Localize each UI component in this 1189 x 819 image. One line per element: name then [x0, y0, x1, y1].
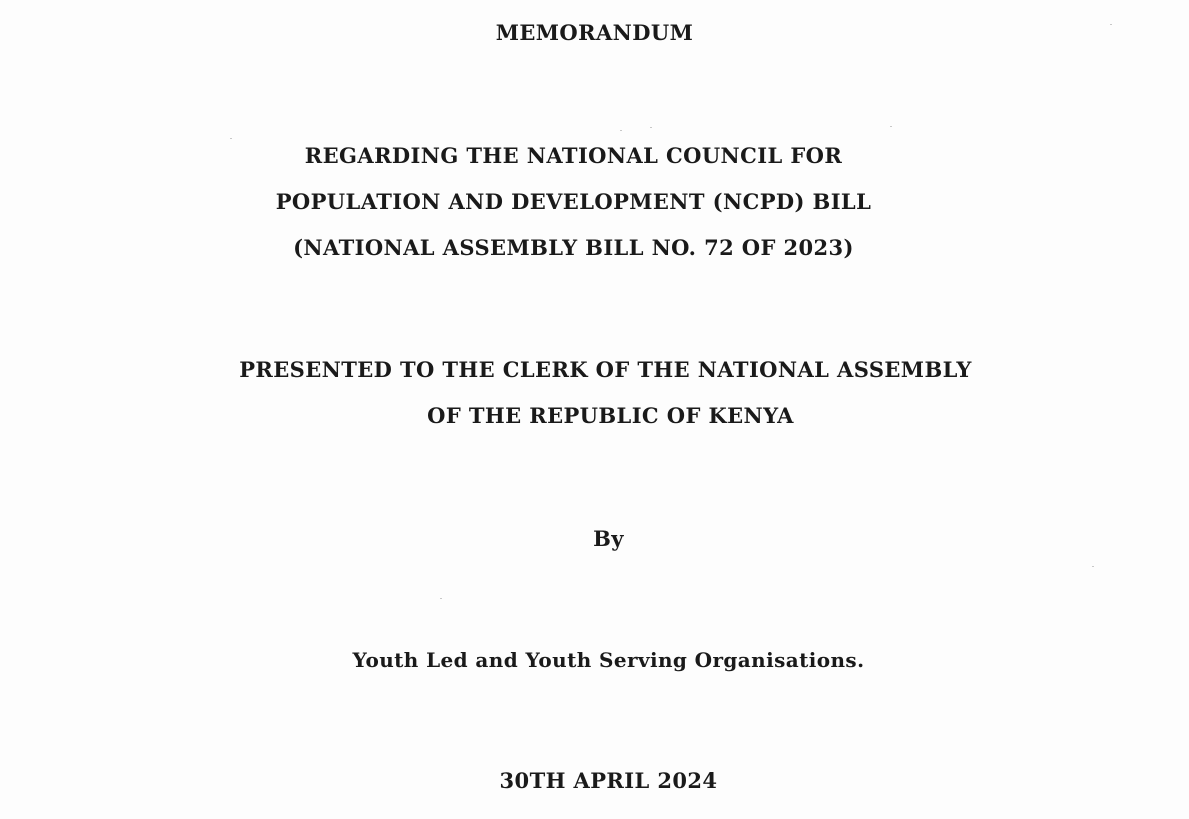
recipient-line-2: OF THE REPUBLIC OF KENYA [427, 403, 794, 428]
scan-speck [440, 598, 442, 599]
scan-speck [230, 138, 232, 139]
subject-line-3: (NATIONAL ASSEMBLY BILL NO. 72 OF 2023) [293, 235, 854, 260]
scan-speck [650, 127, 652, 128]
by-label: By [593, 526, 624, 551]
scan-speck [1110, 24, 1112, 25]
scan-speck [620, 130, 622, 131]
recipient-line-1: PRESENTED TO THE CLERK OF THE NATIONAL ASSEMBLY [239, 357, 972, 382]
document-date: 30TH APRIL 2024 [499, 768, 718, 793]
scan-speck [890, 126, 892, 127]
subject-line-2: POPULATION AND DEVELOPMENT (NCPD) BILL [275, 189, 872, 214]
author-organisations: Youth Led and Youth Serving Organisations. [352, 648, 865, 672]
subject-line-1: REGARDING THE NATIONAL COUNCIL FOR [304, 143, 843, 168]
memorandum-heading: MEMORANDUM [495, 20, 694, 45]
scan-speck [1092, 566, 1094, 567]
